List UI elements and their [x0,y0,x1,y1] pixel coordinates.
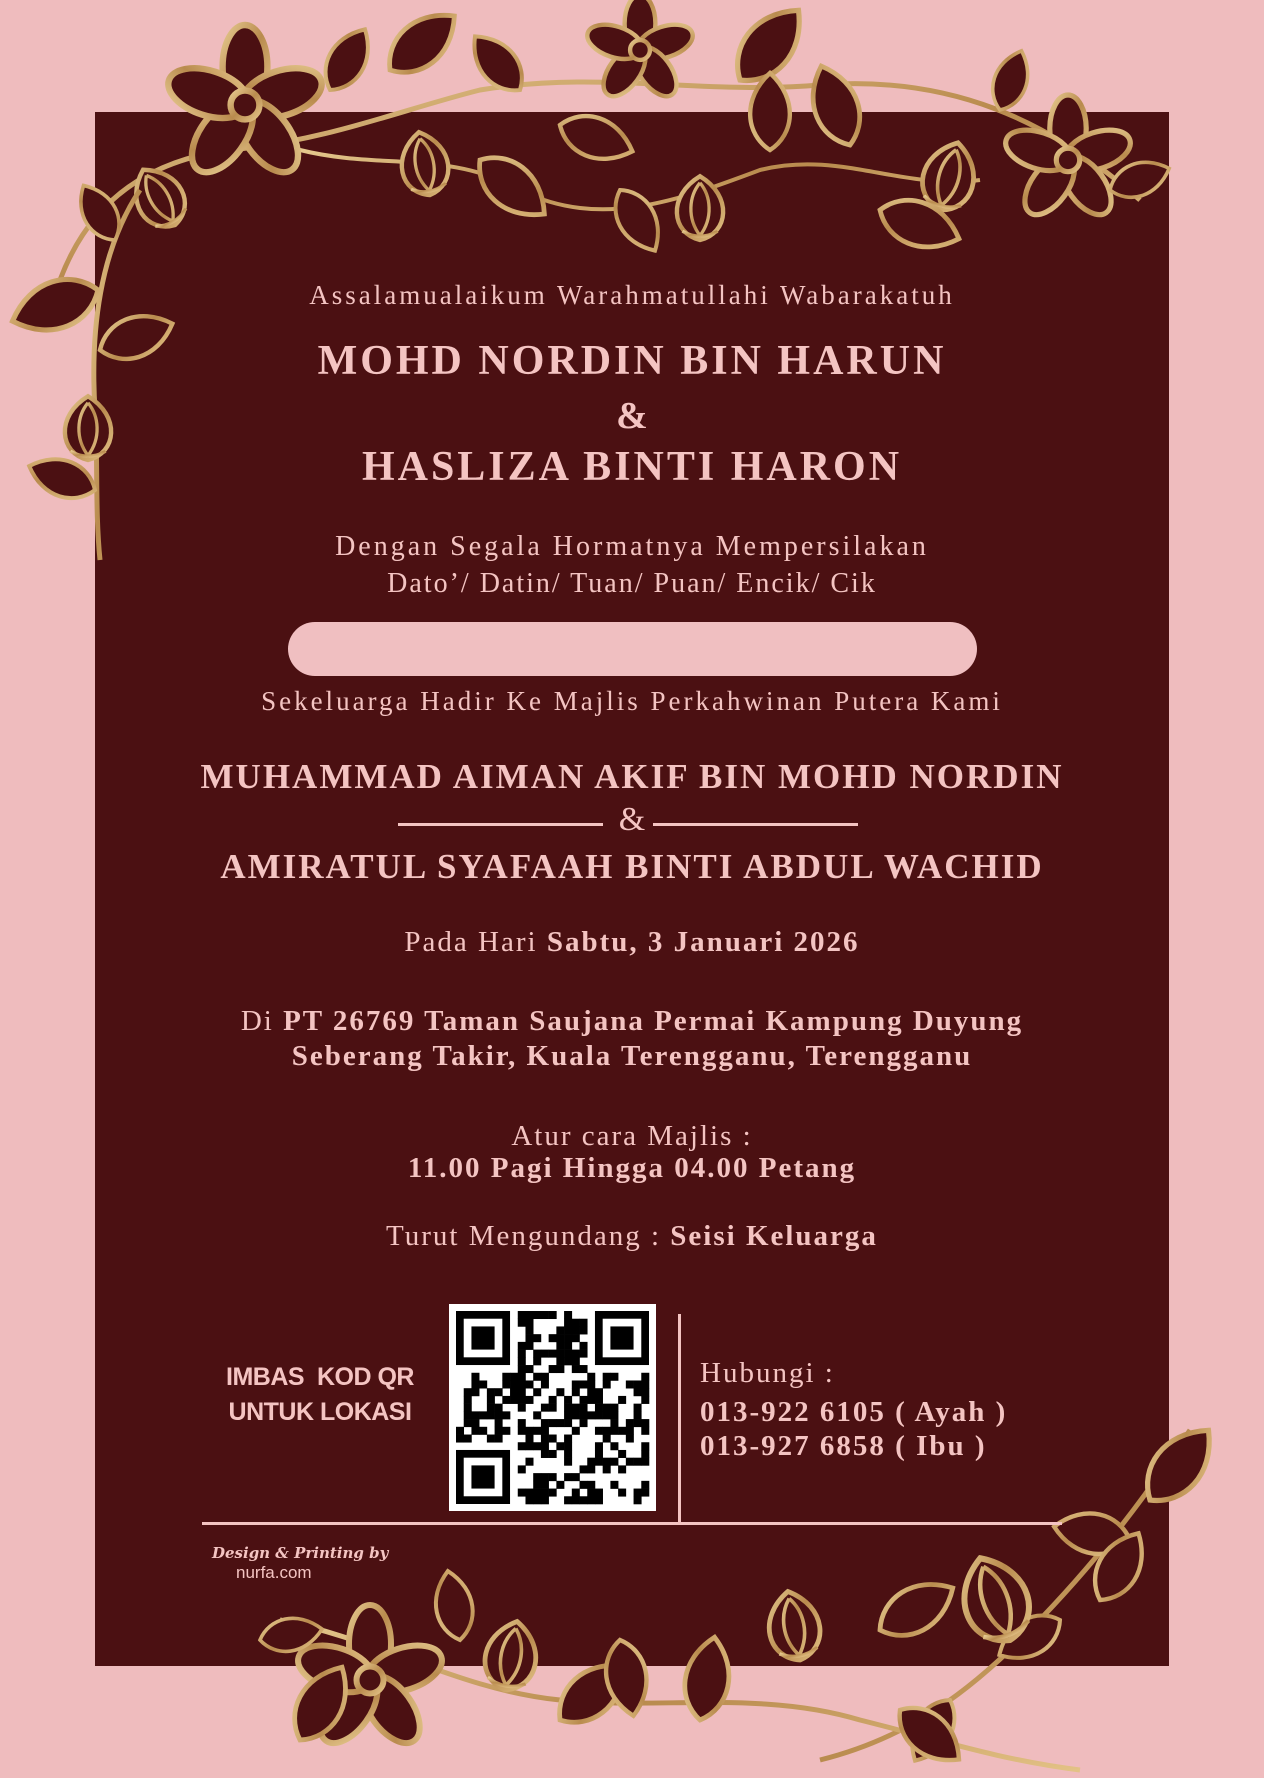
contact-label: Hubungi : [700,1357,835,1389]
qr-code-graphic [449,1304,656,1511]
horizontal-divider [202,1522,1062,1525]
bride-name: AMIRATUL SYAFAAH BINTI ABDUL WACHID [220,847,1044,886]
invitation-line-1: Dengan Segala Hormatnya Mempersilakan [335,531,929,562]
greeting-text: Assalamualaikum Warahmatullahi Wabarakatuh [309,280,955,310]
guest-name-box [288,622,977,676]
father-name: MOHD NORDIN BIN HARUN [317,338,947,384]
contact-phone-2[interactable]: 013-927 6858 ( Ibu ) [700,1430,987,1462]
invitation-line-2: Dato’/ Datin/ Tuan/ Puan/ Encik/ Cik [387,568,877,599]
couple-rule-right [653,823,858,826]
location-address-1: PT 26769 Taman Saujana Permai Kampung Duyung [283,1005,1024,1037]
qr-label-line-2: UNTUK LOKASI [228,1398,412,1426]
parents-ampersand: & [616,395,648,437]
qr-label-line-1: IMBAS KOD QR [226,1363,414,1391]
date-value: Sabtu, 3 Januari 2026 [546,926,860,958]
credit-line-1: Design & Printing by [212,1544,389,1562]
invitation-line-3: Sekeluarga Hadir Ke Majlis Perkahwinan Putera Kami [261,686,1003,716]
schedule-label: Atur cara Majlis : [511,1120,753,1152]
location-line-1 [0,1005,1264,1038]
date-prefix: Pada Hari [404,926,538,958]
couple-ampersand: & [618,801,646,838]
location-address-2: Seberang Takir, Kuala Terengganu, Terengganu [291,1040,973,1072]
schedule-time: 11.00 Pagi Hingga 04.00 Petang [407,1152,857,1184]
vertical-divider [678,1314,681,1524]
credit-line-2: nurfa.com [236,1563,312,1582]
inviters [0,1220,1264,1253]
mother-name: HASLIZA BINTI HARON [361,444,903,490]
location-prefix: Di [240,1005,274,1037]
groom-name: MUHAMMAD AIMAN AKIF BIN MOHD NORDIN [200,757,1064,796]
inviters-label: Turut Mengundang : [386,1220,662,1252]
qr-code[interactable] [449,1304,656,1511]
event-date [0,926,1264,959]
contact-phone-1[interactable]: 013-922 6105 ( Ayah ) [700,1396,1008,1428]
inviters-value: Seisi Keluarga [670,1220,878,1252]
